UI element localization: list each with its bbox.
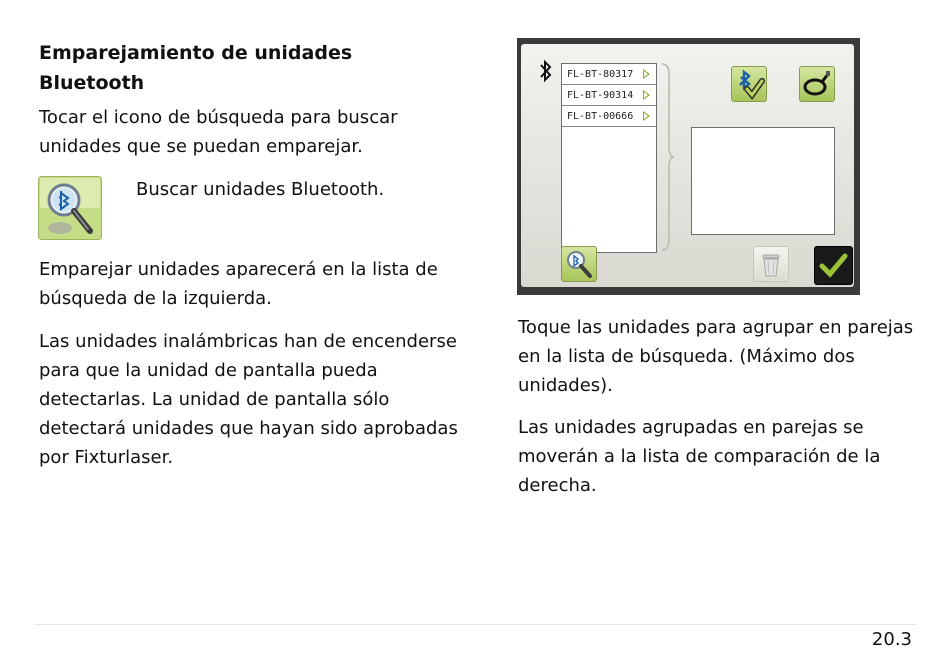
unit-label: FL-BT-80317 <box>567 68 634 80</box>
arrow-right-icon <box>643 90 650 100</box>
search-button[interactable] <box>561 246 597 282</box>
pairing-screenshot <box>517 38 860 295</box>
trash-icon <box>754 247 788 281</box>
compare-list-paragraph: Las unidades agrupadas en parejas se moverán a la lista de comparación de la derecha. <box>518 417 881 496</box>
search-list[interactable] <box>561 63 657 253</box>
arrow-right-icon <box>643 111 650 121</box>
search-bluetooth-icon <box>38 176 102 240</box>
compare-list[interactable] <box>691 127 835 235</box>
page-number: 20.3 <box>871 629 912 650</box>
arrow-right-icon <box>643 69 650 79</box>
tap-units-paragraph: Toque las unidades para agrupar en parejas en la lista de búsqueda. (Máximo dos unidades). <box>518 317 914 396</box>
footer-divider <box>34 624 916 625</box>
search-list-paragraph: Emparejar unidades aparecerá en la lista de búsqueda de la izquierda. <box>39 259 438 309</box>
delete-button[interactable] <box>753 246 789 282</box>
cable-button[interactable] <box>799 66 835 102</box>
section-title: Emparejamiento de unidades Bluetooth <box>39 42 353 94</box>
search-bluetooth-label: Buscar unidades Bluetooth. <box>136 179 385 200</box>
list-item[interactable] <box>562 64 656 85</box>
brace-icon <box>661 62 675 252</box>
bluetooth-pair-icon <box>732 67 766 101</box>
search-bluetooth-icon <box>562 247 596 281</box>
ok-button[interactable] <box>814 246 853 285</box>
unit-label: FL-BT-90314 <box>567 89 634 101</box>
bluetooth-icon <box>539 58 553 84</box>
wireless-units-paragraph: Las unidades inalámbricas han de encenderse para que la unidad de pantalla pueda detectarlas. La unidad de pantalla sólo detectará unidades que hayan sido aprobadas por Fixturlaser. <box>39 331 458 468</box>
pairing-screen <box>521 44 854 287</box>
checkmark-icon <box>815 247 852 284</box>
list-item[interactable] <box>562 106 656 127</box>
bluetooth-pair-button[interactable] <box>731 66 767 102</box>
unit-label: FL-BT-00666 <box>567 110 634 122</box>
cable-icon <box>800 67 834 101</box>
intro-paragraph: Tocar el icono de búsqueda para buscar unidades que se puedan emparejar. <box>39 107 398 157</box>
list-item[interactable] <box>562 85 656 106</box>
